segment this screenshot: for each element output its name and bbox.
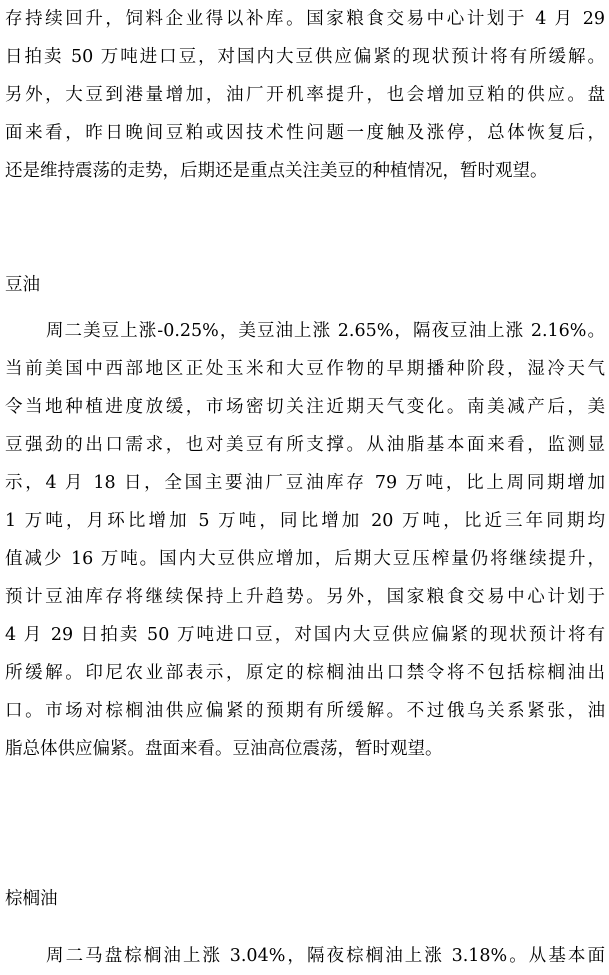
text-line: 1 万吨，月环比增加 5 万吨，同比增加 20 万吨，比近三年同期均 bbox=[5, 511, 605, 531]
text-line: 存持续回升，饲料企业得以补库。国家粮食交易中心计划于 4 月 29 bbox=[5, 9, 605, 29]
text-line: 当前美国中西部地区正处玉米和大豆作物的早期播种阶段，湿冷天气 bbox=[5, 359, 605, 379]
text-line: 口。市场对棕榈油供应偏紧的预期有所缓解。不过俄乌关系紧张，油 bbox=[5, 701, 605, 721]
text-line: 另外，大豆到港量增加，油厂开机率提升，也会增加豆粕的供应。盘 bbox=[5, 85, 605, 105]
text-line: 面来看，昨日晚间豆粕或因技术性问题一度触及涨停，总体恢复后， bbox=[5, 123, 605, 143]
text-line: 值减少 16 万吨。国内大豆供应增加，后期大豆压榨量仍将继续提升， bbox=[5, 549, 605, 569]
text-line: 所缓解。印尼农业部表示，原定的棕榈油出口禁令将不包括棕榈油出 bbox=[5, 663, 605, 683]
text-line: 豆强劲的出口需求，也对美豆有所支撑。从油脂基本面来看，监测显 bbox=[5, 435, 605, 455]
section-heading-palm-oil: 棕榈油 bbox=[5, 889, 58, 909]
text-line: 预计豆油库存将继续保持上升趋势。另外，国家粮食交易中心计划于 bbox=[5, 587, 605, 607]
text-line: 日拍卖 50 万吨进口豆，对国内大豆供应偏紧的现状预计将有所缓解。 bbox=[5, 47, 605, 67]
text-line: 示，4 月 18 日，全国主要油厂豆油库存 79 万吨，比上周同期增加 bbox=[5, 473, 605, 493]
text-line: 周二美豆上涨-0.25%，美豆油上涨 2.65%，隔夜豆油上涨 2.16%。 bbox=[46, 321, 605, 341]
text-line: 4 月 29 日拍卖 50 万吨进口豆，对国内大豆供应偏紧的现状预计将有 bbox=[5, 625, 605, 645]
text-line: 令当地种植进度放缓，市场密切关注近期天气变化。南美减产后，美 bbox=[5, 397, 605, 417]
text-line: 周二马盘棕榈油上涨 3.04%，隔夜棕榈油上涨 3.18%。从基本面 bbox=[46, 946, 605, 966]
text-line: 还是维持震荡的走势，后期还是重点关注美豆的种植情况，暂时观望。 bbox=[5, 161, 548, 181]
section-heading-soy-oil: 豆油 bbox=[5, 275, 40, 295]
text-line: 脂总体供应偏紧。盘面来看。豆油高位震荡，暂时观望。 bbox=[5, 739, 443, 759]
